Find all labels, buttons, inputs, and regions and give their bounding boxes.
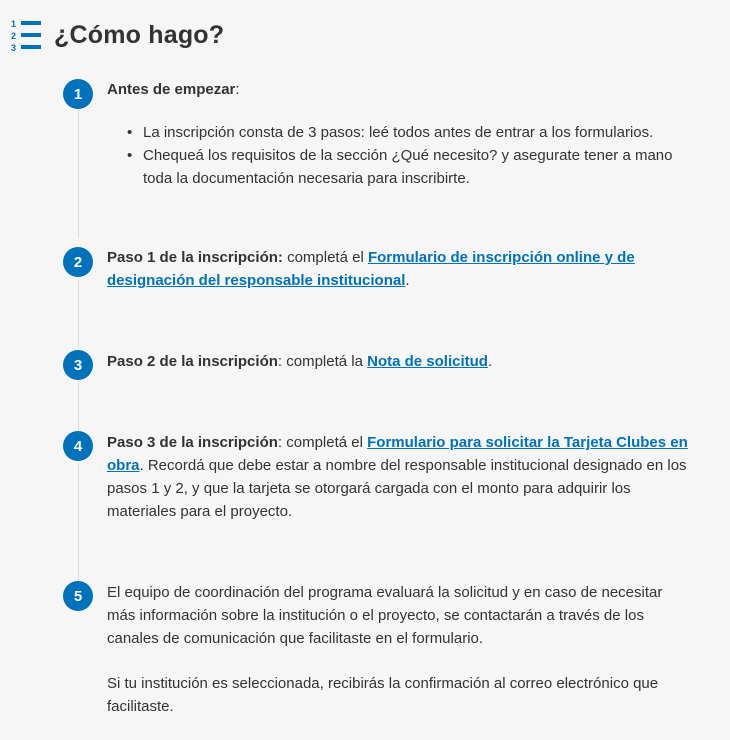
step-number-badge: 4 [63, 431, 93, 461]
step-number-badge: 1 [63, 79, 93, 109]
timeline-connector [78, 110, 79, 238]
step-5-content [107, 581, 692, 718]
step-2-content: Paso 1 de la inscripción: completá el Formulario de inscripción online y de designación del responsable institucional. [107, 249, 635, 289]
page-title: ¿Cómo hago? [54, 20, 225, 49]
svg-text:1: 1 [11, 19, 17, 29]
request-note-link[interactable]: Nota de solicitud [367, 353, 488, 370]
numbered-list-icon [10, 18, 42, 52]
step-3-content: Paso 2 de la inscripción: completá la Nota de solicitud. [107, 353, 493, 370]
step-1-content: Antes de empezar: • La inscripción consta de 3 pasos: leé todos antes de entrar a los formularios. • Chequeá los requisitos de la sección ¿Qué necesito? y asegurate tener a mano toda la documentación necesaria para inscribirte. [107, 78, 692, 190]
svg-text:3: 3 [11, 43, 17, 52]
step-4-content: Paso 3 de la inscripción: completá el Formulario para solicitar la Tarjeta Clubes en obra. Recordá que debe estar a nombre del responsable institucional designado en los pasos 1 y 2, y que la tarjeta se otorgará cargada con el monto para adquirir los materiales para el proyecto. [107, 434, 688, 520]
requirements-list [125, 121, 692, 190]
section-header [10, 18, 224, 52]
selection-paragraph: Si tu institución es seleccionada, recibirás la confirmación al correo electrónico que facilitaste. [107, 675, 659, 715]
step-4-heading: Paso 3 de la inscripción [107, 434, 278, 451]
list-item: • La inscripción consta de 3 pasos: leé todos antes de entrar a los formularios. [125, 121, 692, 144]
svg-text:2: 2 [11, 31, 17, 41]
timeline-connector [78, 382, 79, 430]
step-3-heading: Paso 2 de la inscripción [107, 353, 278, 370]
step-number-badge: 3 [63, 350, 93, 380]
timeline-connector [78, 280, 79, 348]
step-2-heading: Paso 1 de la inscripción: [107, 249, 283, 266]
step-1-heading: Antes de empezar [107, 81, 236, 98]
card-request-form-link[interactable]: Formulario para solicitar la Tarjeta Clubes en obra [107, 434, 688, 474]
step-number-badge: 2 [63, 247, 93, 277]
registration-form-link[interactable]: Formulario de inscripción online y de designación del responsable institucional [107, 249, 635, 289]
step-number-badge: 5 [63, 581, 93, 611]
timeline-connector [78, 463, 79, 581]
evaluation-paragraph: El equipo de coordinación del programa evaluará la solicitud y en caso de necesitar más información sobre la institución o el proyecto, se contactarán a través de los canales de comunicación que facilitaste en el formulario. [107, 584, 663, 647]
list-item: • Chequeá los requisitos de la sección ¿Qué necesito? y asegurate tener a mano toda la documentación necesaria para inscribirte. [125, 144, 692, 190]
